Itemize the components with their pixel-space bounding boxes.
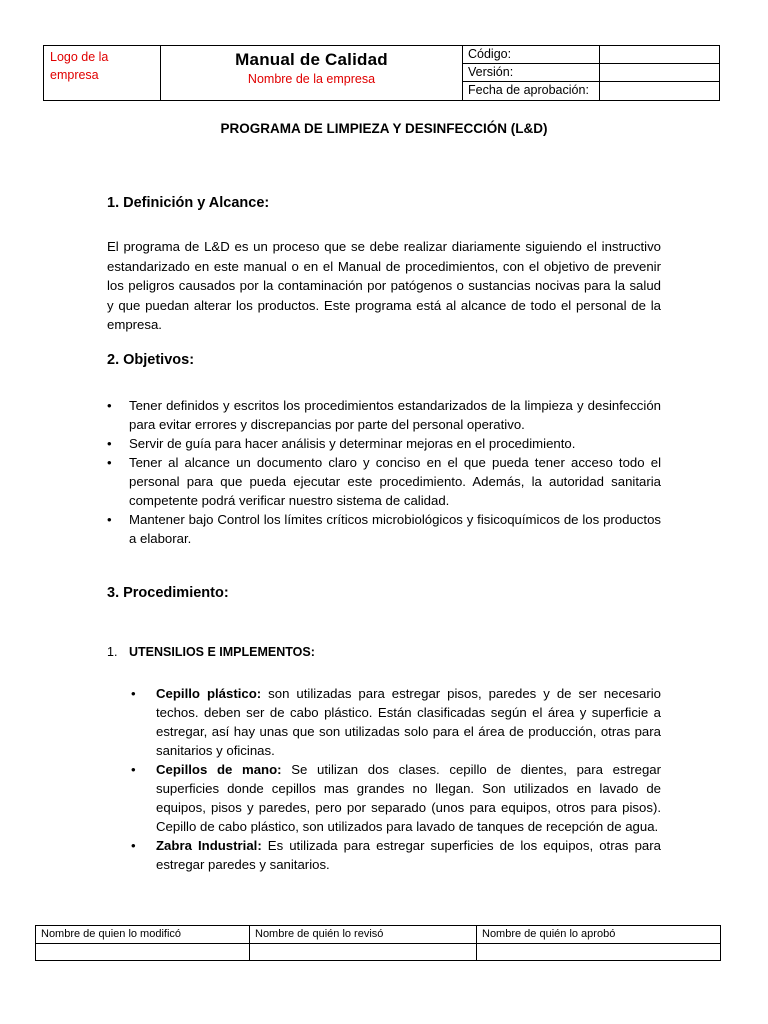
approved-by-value [477,944,720,960]
utensils-list [131,684,661,874]
logo-text: Logo de la empresa [50,50,109,82]
bullet-icon: • [131,838,136,853]
subsection-heading [107,645,315,659]
objectives-list [107,396,661,548]
item-description: Es utilizada para estregar superficies de los equipos, otras para estregar paredes y sanitarios. [156,838,661,872]
document-header [43,45,720,101]
bullet-icon: • [107,436,112,451]
bullet-icon: • [131,762,136,777]
section-1-heading: 1. Definición y Alcance: [107,195,270,211]
logo-placeholder [44,46,161,100]
manual-title: Manual de Calidad [235,50,388,69]
item-description: son utilizadas para estregar pisos, paredes y de ser necesario techos. deben ser de cabo plástico. Están clasificadas según el área y superficie a estregar, así hay unas que son utilizadas solo para el área de producción, otras para sanitarios y oficinas. [156,686,661,758]
bullet-icon: • [131,686,136,701]
field-label: Versión: [463,64,600,81]
field-label: Código: [463,46,600,63]
list-item [131,684,661,760]
bullet-icon: • [107,398,112,413]
item-term: Zabra Industrial: [156,838,262,853]
list-item [131,760,661,836]
modified-by-value [36,944,250,960]
reviewed-by-value [250,944,477,960]
subsection-number: 1. [107,645,118,659]
header-field-approval-date [463,82,719,100]
reviewed-by-header: Nombre de quién lo revisó [250,926,477,943]
item-description: Se utilizan dos clases. cepillo de dientes, para estregar superficies donde cepillos mas grandes no llegan. Son utilizados en lavado de equipos, pisos y paredes, pero por separado (unos para equipos, otros para pisos). Cepillo de cabo plástico, son utilizados para lavado de tanques de recepción de agua. [156,762,662,834]
signature-header-row [36,926,720,944]
list-item: • Mantener bajo Control los límites críticos microbiológicos y fisicoquímicos de los productos a elaborar. [107,512,661,546]
section-1-paragraph: El programa de L&D es un proceso que se debe realizar diariamente siguiendo el instructivo estandarizado en este manual o en el Manual de procedimientos, con el objetivo de prevenir los peligros causados por la contaminación por patógenos o sustancias nocivas para la salud y que puedan alterar los productos. Este programa está al alcance de todo el personal de la empresa. [107,239,661,332]
section-2-heading: 2. Objetivos: [107,352,195,368]
list-item: • Tener definidos y escritos los procedimientos estandarizados de la limpieza y desinfección para evitar errores y discrepancias por parte del personal operativo. [107,398,661,432]
item-term: Cepillo plástico: [156,686,262,701]
company-name: Nombre de la empresa [247,72,376,86]
field-label: Fecha de aprobación: [463,82,600,100]
subsection-title: UTENSILIOS E IMPLEMENTOS: [129,645,315,659]
list-item: • Servir de guía para hacer análisis y determinar mejoras en el procedimiento. [107,436,576,451]
signature-value-row [36,944,720,960]
document-title: PROGRAMA DE LIMPIEZA Y DESINFECCIÓN (L&D) [220,121,548,136]
list-item: • Tener al alcance un documento claro y conciso en el que pueda tener acceso todo el personal para que pueda ejecutar este procedimiento. Además, la autoridad sanitaria competente podrá verificar nuestro sistema de calidad. [107,455,661,508]
item-term: Cepillos de mano: [156,762,282,777]
field-value [601,82,719,100]
approved-by-header: Nombre de quién lo aprobó [482,928,616,940]
field-value [601,46,719,63]
bullet-icon: • [107,455,112,470]
header-title-cell [161,46,463,100]
section-3-heading: 3. Procedimiento: [107,585,229,601]
header-field-code [463,46,719,64]
bullet-icon: • [107,512,112,527]
list-item [131,836,661,874]
header-field-version [463,64,719,82]
field-value [601,64,719,81]
modified-by-header: Nombre de quien lo modificó [36,926,250,943]
section-1-body [107,237,661,335]
signature-table [35,925,721,961]
